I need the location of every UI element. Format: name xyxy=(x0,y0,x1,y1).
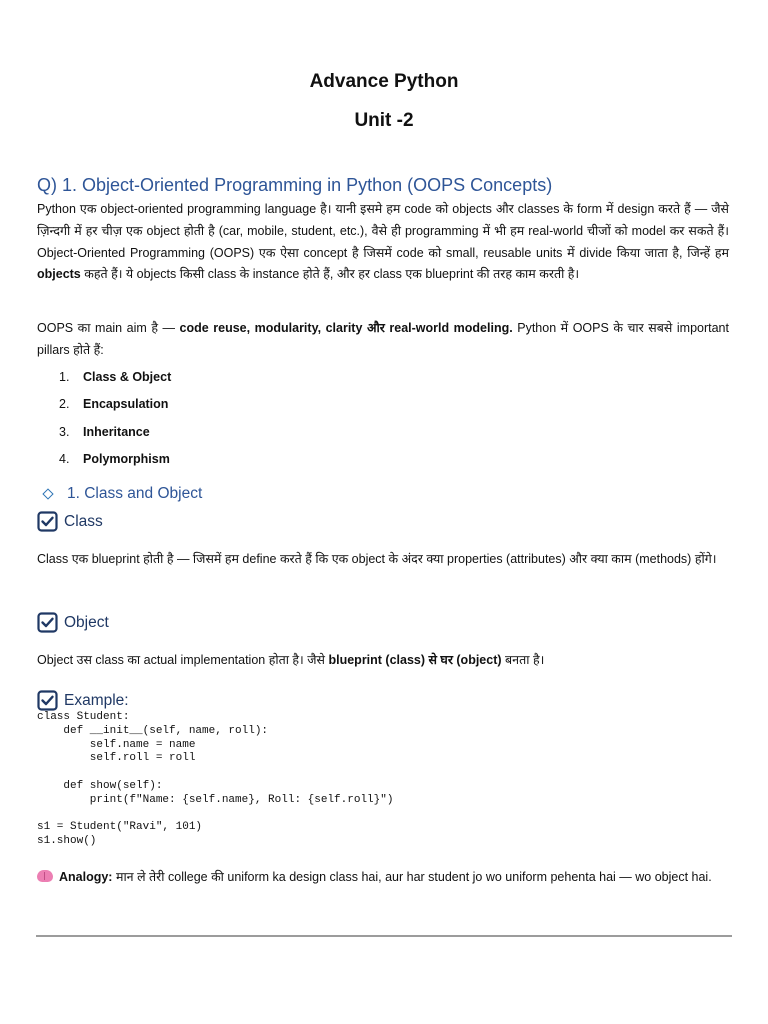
aim-bold: code reuse, modularity, clarity और real-world modeling. xyxy=(179,321,513,335)
oops-aim-paragraph xyxy=(37,318,729,362)
intro-paragraph xyxy=(37,199,729,286)
analogy-label: Analogy: xyxy=(59,870,113,884)
checked-box-icon xyxy=(37,612,58,633)
intro-bold-objects: objects xyxy=(37,267,81,282)
list-number: 3. xyxy=(59,424,70,439)
object-heading-text: Object xyxy=(64,613,109,631)
horizontal-rule xyxy=(36,935,732,937)
example-heading-text: Example: xyxy=(64,691,129,709)
object-bold: blueprint (class) से घर (object) xyxy=(328,653,502,667)
section-heading xyxy=(42,485,202,503)
class-heading xyxy=(37,511,103,532)
object-text-end: बनता है। xyxy=(505,653,545,667)
list-item xyxy=(59,452,171,479)
checked-box-icon xyxy=(37,690,58,711)
object-heading xyxy=(37,612,109,633)
list-number: 4. xyxy=(59,452,70,467)
document-subtitle: Unit -2 xyxy=(354,110,414,131)
object-paragraph xyxy=(37,650,729,672)
list-label: Class & Object xyxy=(83,370,172,384)
brain-icon xyxy=(37,870,53,882)
aim-text: OOPS का main aim है — xyxy=(37,321,175,335)
list-number: 1. xyxy=(59,370,70,384)
list-item xyxy=(59,397,171,424)
document-title: Advance Python xyxy=(309,71,459,92)
class-paragraph: Class एक blueprint होती है — जिसमें हम define करते हैं कि एक object के अंदर क्या properties (attributes) और क्या काम (methods) होंगे। xyxy=(37,552,717,566)
list-label: Polymorphism xyxy=(83,452,170,467)
code-block: class Student: def __init__(self, name, roll): self.name = name self.roll = roll def show(self): print(f"Name: {self.name}, Roll: {self.roll}") s1 = Student("Ravi", 101) s1.show() xyxy=(37,711,394,848)
analogy-paragraph xyxy=(37,867,729,889)
list-number: 2. xyxy=(59,397,70,412)
list-item xyxy=(59,425,171,452)
example-heading xyxy=(37,690,129,711)
pillars-list xyxy=(59,370,171,480)
class-heading-text: Class xyxy=(64,512,103,530)
question-heading: Q) 1. Object-Oriented Programming in Python (OOPS Concepts) xyxy=(37,175,553,195)
intro-text-end: कहते हैं। ये objects किसी class के instance होते हैं, और हर class एक blueprint की तरह काम करती है। xyxy=(84,267,580,282)
diamond-bullet-icon xyxy=(42,488,53,499)
object-text: Object उस class का actual implementation होता है। जैसे xyxy=(37,653,325,667)
list-label: Inheritance xyxy=(83,424,150,439)
intro-text: Python एक object-oriented programming language है। यानी इसमे हम code को objects और classes के form में design करते हैं — जैसे ज़िन्दगी में हर चीज़ एक object होती है (car, mobile, student, etc.), वैसे ही programming में भी हम real-world चीजों को model कर सकते हैं। Object-Oriented Programming (OOPS) एक ऐसा concept है जिसमें code को small, reusable units में divide किया जाता है, जिन्हें हम xyxy=(37,202,729,260)
aim-text-end: Python में OOPS के चार सबसे important pillars होते हैं: xyxy=(37,321,729,357)
list-item xyxy=(59,370,171,397)
analogy-text: मान ले तेरी college की uniform ka design class hai, aur har student jo wo uniform pehenta hai — wo object hai. xyxy=(115,870,712,884)
section-heading-text: 1. Class and Object xyxy=(67,485,203,502)
checked-box-icon xyxy=(37,511,58,532)
list-label: Encapsulation xyxy=(83,397,169,412)
